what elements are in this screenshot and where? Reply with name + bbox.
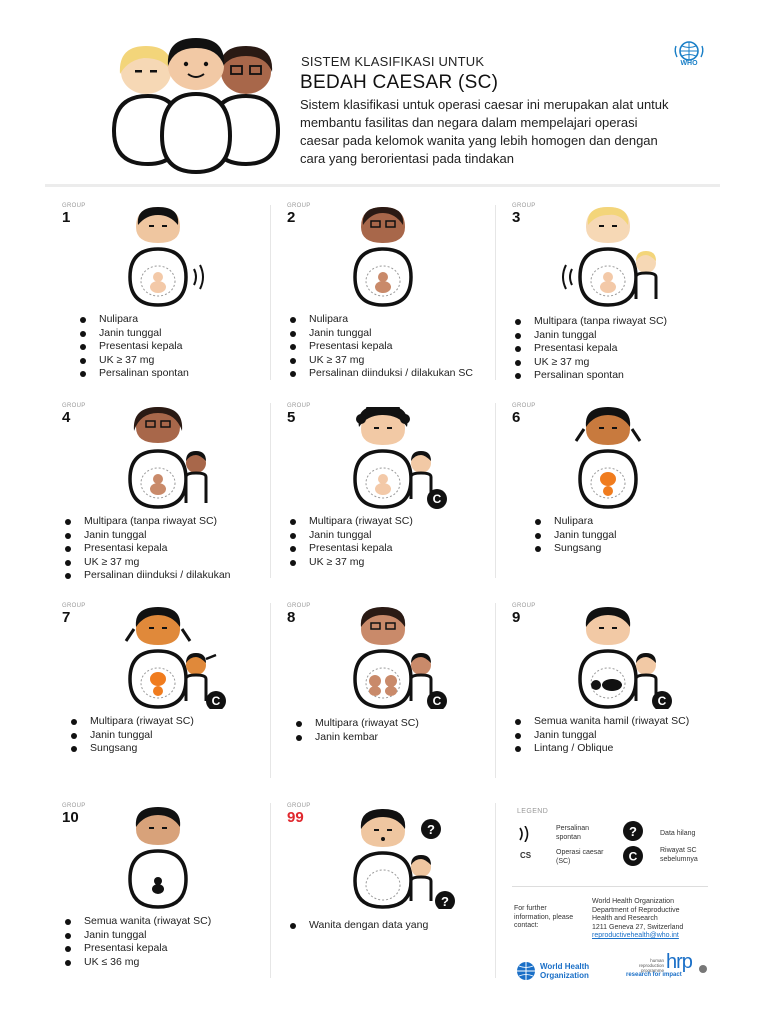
list-item: Persalinan spontan — [77, 367, 267, 381]
criteria-list — [62, 515, 267, 583]
criteria-list — [287, 919, 487, 933]
criteria-list — [77, 313, 267, 381]
pregnant-woman-illustration — [562, 407, 682, 509]
group-label: GROUP — [512, 603, 536, 609]
group-9-card — [512, 603, 737, 793]
hrp-logo-text: hrp — [666, 951, 692, 973]
list-item: Semua wanita hamil (riwayat SC) — [512, 715, 717, 729]
list-item: Lintang / Oblique — [512, 742, 717, 756]
pregnant-woman-with-child-illustration — [562, 207, 682, 309]
list-item: Presentasi kepala — [62, 942, 267, 956]
legend-spontaneous-label: Persalinan spontan — [556, 825, 590, 841]
list-item: Janin tunggal — [532, 529, 717, 543]
svg-text:C: C — [432, 492, 442, 506]
svg-text:C: C — [432, 694, 442, 708]
group-label: GROUP — [287, 403, 311, 409]
header-description: Sistem klasifikasi untuk operasi caesar ini merupakan alat untuk membantu fasilitas dan negara dalam mempelajari operasi caesar pada kelomok wanita yang lebih homogen dan dengan cara yang berorientasi pada tindakan — [300, 97, 669, 166]
group-number: 8 — [287, 609, 296, 626]
criteria-list — [287, 313, 487, 381]
list-item: UK ≥ 37 mg — [287, 354, 487, 368]
who-footer-line: Organization — [540, 971, 589, 980]
list-item: Presentasi kepala — [287, 340, 487, 354]
group-1-card — [62, 203, 287, 393]
list-item: Persalinan spontan — [512, 369, 717, 383]
group-number: 7 — [62, 609, 71, 626]
contact-org: World Health Organization — [592, 898, 674, 905]
list-item: Janin tunggal — [62, 929, 267, 943]
pregnant-woman-illustration — [337, 207, 457, 309]
group-3-card — [512, 203, 737, 393]
group-number: 10 — [62, 809, 79, 826]
svg-text:?: ? — [427, 822, 435, 837]
list-item: Janin tunggal — [68, 729, 263, 743]
list-item: Janin tunggal — [62, 529, 267, 543]
group-label: GROUP — [62, 403, 86, 409]
svg-text:C: C — [628, 849, 638, 864]
group-label: GROUP — [62, 803, 86, 809]
contact-address: 1211 Geneva 27, Switzerland — [592, 923, 684, 931]
hrp-tagline: research for impact — [626, 972, 682, 978]
group-2-card — [287, 203, 512, 393]
pregnant-woman-illustration — [112, 807, 232, 909]
criteria-list — [293, 717, 488, 744]
who-label: WHO — [680, 60, 698, 67]
contact-prompt: For further information, please contact: — [514, 905, 574, 929]
contact-dept: Department of Reproductive — [592, 906, 680, 914]
svg-text:?: ? — [629, 824, 637, 839]
who-emblem-icon — [672, 40, 706, 74]
group-number: 2 — [287, 209, 296, 226]
group-label: GROUP — [287, 203, 311, 209]
group-10-card — [62, 803, 287, 993]
list-item: Janin tunggal — [287, 529, 487, 543]
pregnant-woman-with-child-illustration — [562, 607, 682, 709]
list-item: UK ≥ 37 mg — [77, 354, 267, 368]
svg-text:C: C — [211, 694, 221, 708]
group-8-card — [287, 603, 512, 793]
list-item: Nulipara — [287, 313, 487, 327]
header-subtitle: SISTEM KLASIFIKASI UNTUK — [301, 54, 485, 69]
list-item: Janin tunggal — [512, 729, 717, 743]
who-footer-text — [540, 962, 589, 980]
group-number: 4 — [62, 409, 71, 426]
unknown-woman-illustration — [337, 807, 457, 909]
list-item: Presentasi kepala — [62, 542, 267, 556]
list-item: Multipara (tanpa riwayat SC) — [512, 315, 717, 329]
list-item: Sungsang — [532, 542, 717, 556]
list-item: Presentasi kepala — [77, 340, 267, 354]
legend-missing-label: Data hilang — [660, 830, 696, 837]
criteria-list — [287, 515, 487, 569]
group-number: 6 — [512, 409, 521, 426]
header-women-illustration — [100, 36, 285, 176]
group-label: GROUP — [287, 803, 311, 809]
list-item: Persalinan diinduksi / dilakukan — [62, 569, 267, 583]
criteria-list — [512, 315, 717, 383]
spontaneous-labor-icon — [517, 826, 537, 842]
legend-cs-label: Operasi caesar (SC) — [556, 849, 604, 865]
group-label: GROUP — [287, 603, 311, 609]
list-item: UK ≥ 37 mg — [62, 556, 267, 570]
svg-text:?: ? — [441, 894, 449, 909]
hrp-dot-icon — [698, 964, 708, 974]
legend-cs-symbol: CS — [520, 851, 532, 860]
list-item: Multipara (riwayat SC) — [293, 717, 488, 731]
legend-previous-cs-label: Riwayat SC sebelumnya — [660, 847, 698, 863]
list-item: Presentasi kepala — [287, 542, 487, 556]
who-footer-line: World Health — [540, 962, 590, 971]
list-item: Janin tunggal — [512, 329, 717, 343]
pregnant-woman-with-child-illustration — [337, 407, 457, 509]
missing-data-icon — [622, 820, 644, 842]
group-4-card — [62, 403, 287, 593]
list-item: UK ≥ 37 mg — [287, 556, 487, 570]
legend-title: LEGEND — [517, 808, 549, 815]
criteria-list — [68, 715, 263, 756]
pregnant-woman-with-child-illustration — [112, 607, 232, 709]
list-item: Sungsang — [68, 742, 263, 756]
list-item: UK ≤ 36 mg — [62, 956, 267, 970]
list-item: Multipara (riwayat SC) — [68, 715, 263, 729]
group-6-card — [512, 403, 737, 593]
group-99-card — [287, 803, 512, 993]
contact-divider — [512, 886, 708, 887]
list-item: Wanita dengan data yang — [287, 919, 487, 933]
pregnant-woman-with-child-illustration — [337, 607, 457, 709]
pregnant-woman-with-child-illustration — [112, 407, 232, 509]
header-divider — [45, 184, 720, 187]
group-number: 99 — [287, 809, 304, 826]
group-5-card — [287, 403, 512, 593]
page-title: BEDAH CAESAR (SC) — [300, 72, 499, 93]
group-label: GROUP — [62, 603, 86, 609]
contact-email-link[interactable]: reproductivehealth@who.int — [592, 932, 679, 939]
list-item: Nulipara — [77, 313, 267, 327]
group-7-card — [62, 603, 287, 793]
hrp-small-text: human reproduction programme — [638, 958, 664, 973]
list-item: Multipara (riwayat SC) — [287, 515, 487, 529]
list-item: Presentasi kepala — [512, 342, 717, 356]
list-item: Nulipara — [532, 515, 717, 529]
list-item: Janin kembar — [293, 731, 488, 745]
pregnant-woman-illustration — [112, 207, 232, 309]
criteria-list — [512, 715, 717, 756]
criteria-list — [62, 915, 267, 969]
group-label: GROUP — [512, 203, 536, 209]
group-number: 9 — [512, 609, 521, 626]
contact-dept: Health and Research — [592, 915, 658, 922]
list-item: Semua wanita (riwayat SC) — [62, 915, 267, 929]
group-number: 5 — [287, 409, 296, 426]
list-item: Persalinan diinduksi / dilakukan SC — [287, 367, 487, 381]
group-number: 3 — [512, 209, 521, 226]
svg-text:C: C — [657, 694, 667, 708]
criteria-list — [532, 515, 717, 556]
list-item: Multipara (tanpa riwayat SC) — [62, 515, 267, 529]
contact-details — [592, 898, 683, 941]
previous-cs-icon — [622, 845, 644, 867]
group-number: 1 — [62, 209, 71, 226]
list-item: UK ≥ 37 mg — [512, 356, 717, 370]
list-item: Janin tunggal — [77, 327, 267, 341]
list-item: Janin tunggal — [287, 327, 487, 341]
group-label: GROUP — [62, 203, 86, 209]
group-label: GROUP — [512, 403, 536, 409]
